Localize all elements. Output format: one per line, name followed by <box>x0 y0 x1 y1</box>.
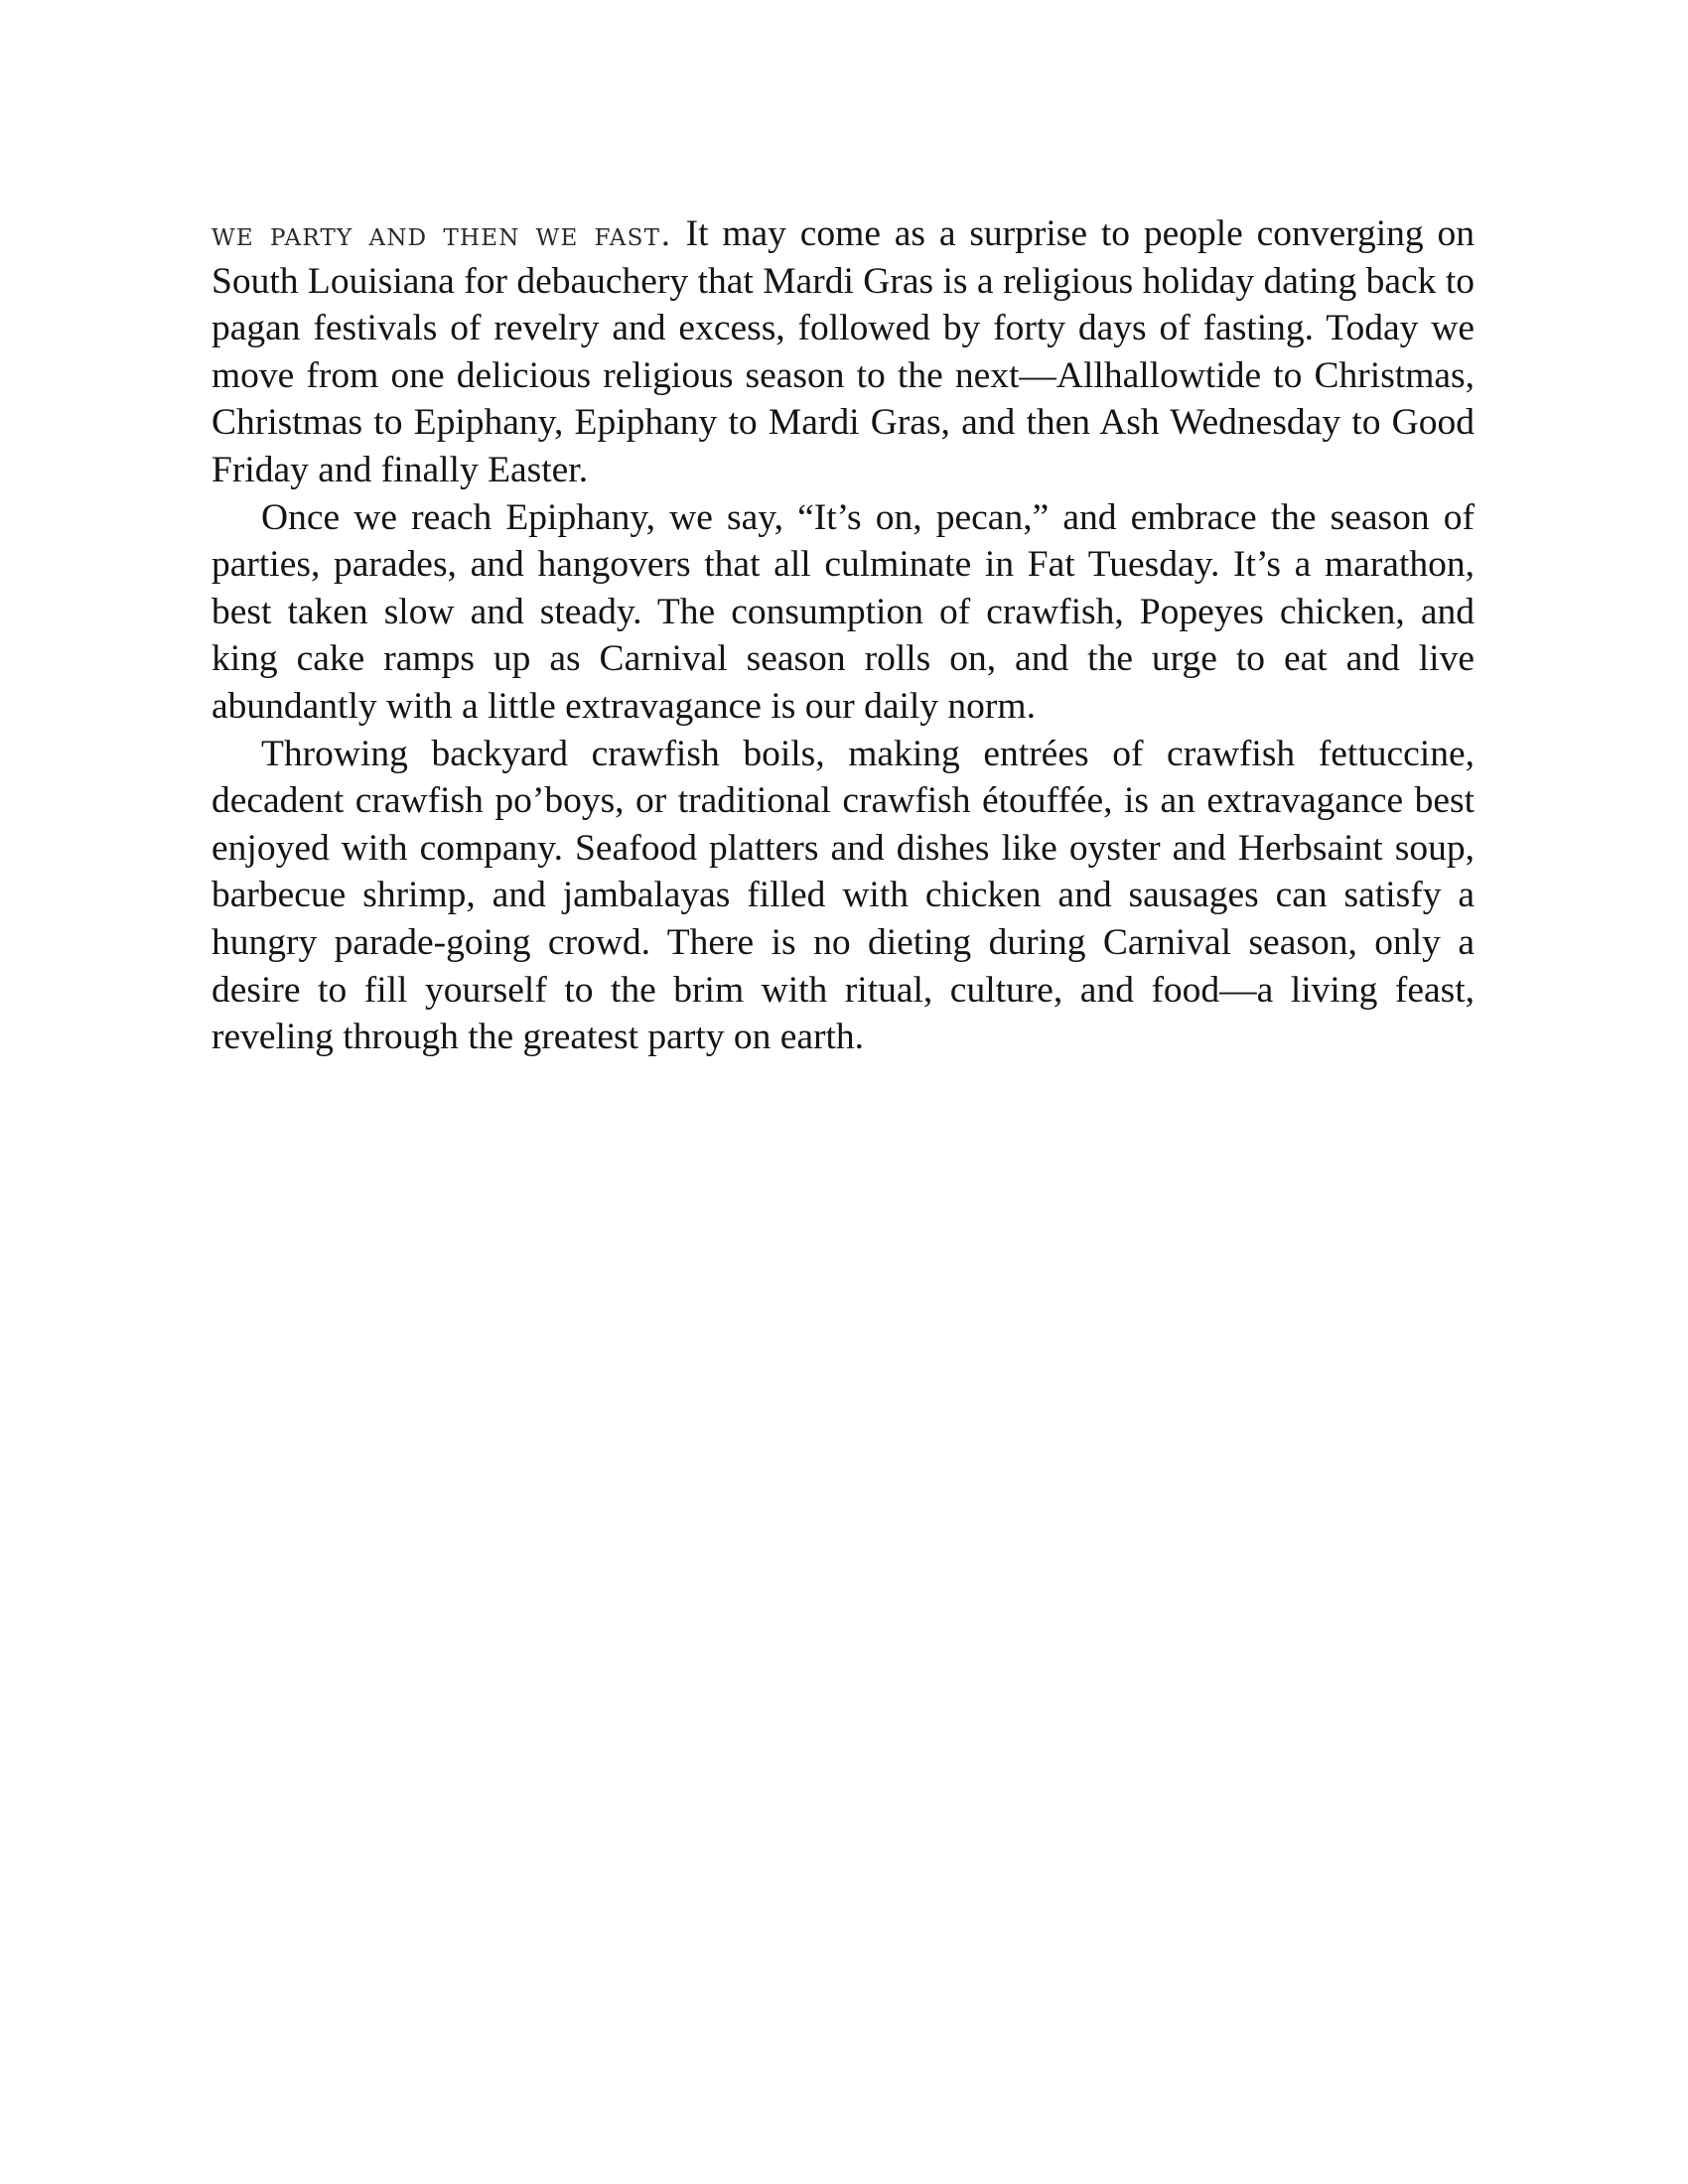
paragraph-2: Once we reach Epiphany, we say, “It’s on, pecan,” and embrace the season of parties, parades, and hangovers that all culminate in Fat Tuesday. It’s a marathon, best taken slow and steady. The consumption of crawfish, Popeyes chicken, and king cake ramps up as Carnival season rolls on, and the urge to eat and live abundantly with a little extravagance is our daily norm. <box>211 496 1475 727</box>
paragraph-1 <box>211 210 1475 494</box>
paragraph-1-text: It may come as a surprise to people converging on South Louisiana for debauchery that Mardi Gras is a religious holiday dating back to pagan festivals of revelry and excess, followed by forty days of fasting. Today we move from one delicious religious season to the next—Allhallowtide to Christmas, Christmas to Epiphany, Epiphany to Mardi Gras, and then Ash Wednesday to Good Friday and finally Easter. <box>211 213 1475 490</box>
page-body <box>211 210 1475 1061</box>
paragraph-3: Throwing backyard crawfish boils, making entrées of crawfish fettuccine, decadent crawfish po’boys, or traditional crawfish étouffée, is an extravagance best enjoyed with company. Seafood platters and dishes like oyster and Herbsaint soup, barbecue shrimp, and jambalayas filled with chicken and sausages can satisfy a hungry parade-going crowd. There is no dieting during Carnival season, only a desire to fill yourself to the brim with ritual, culture, and food—a living feast, reveling through the greatest party on earth. <box>211 733 1475 1058</box>
lead-in-small-caps: we party and then we fast. <box>211 214 672 253</box>
